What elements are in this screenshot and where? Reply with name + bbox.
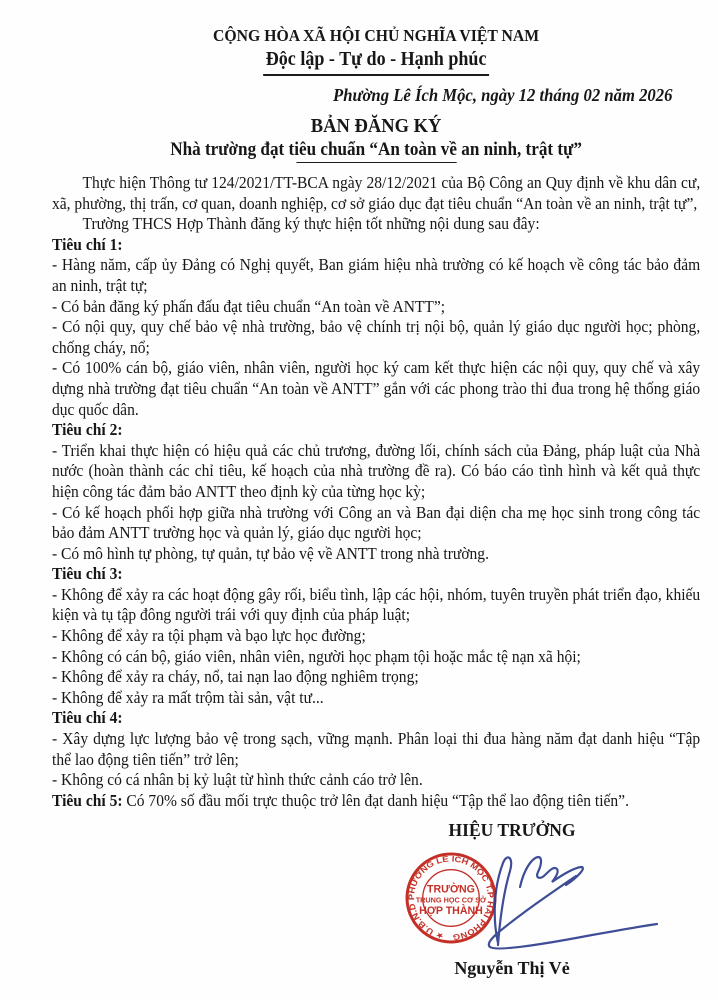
criterion-3-item-4: - Không để xảy ra cháy, nổ, tai nạn lao động nghiêm trọng; [52, 667, 419, 687]
signature-stroke-zigzag [520, 857, 583, 887]
criterion-3-item-5: - Không để xảy ra mất trộm tài sản, vật tư... [52, 687, 324, 707]
stamp-center-line3: HỢP THÀNH [419, 905, 483, 918]
stamp-center-line1: TRƯỜNG [427, 883, 475, 896]
criterion-2-item-2: - Có kế hoạch phối hợp giữa nhà trường với Công an và Ban đại diện cha mẹ học sinh trong công tác bảo đảm ANTT trường học và quản lý, giáo dục người học; [52, 502, 701, 543]
criterion-4-heading: Tiêu chí 4: [52, 708, 123, 728]
criterion-2-heading: Tiêu chí 2: [52, 420, 123, 440]
subtitle-underline [296, 162, 456, 163]
criterion-4-item-2: - Không có cá nhân bị kỷ luật từ hình thức cảnh cáo trở lên. [52, 770, 423, 790]
national-motto-line1: CỘNG HÒA XÃ HỘI CHỦ NGHĨA VIỆT NAM [213, 26, 540, 45]
intro-paragraph-2: Trường THCS Hợp Thành đăng ký thực hiện tốt những nội dung sau đây: [82, 214, 540, 234]
signature-scribble [440, 843, 670, 968]
criterion-2-item-1: - Triển khai thực hiện có hiệu quả các chủ trương, đường lối, chính sách của Đảng, pháp luật của Nhà nước (hoàn thành các chỉ tiêu, kế hoạch của nhà trường đề ra). Có báo cáo tình hình và kết quả thực hiện công tác đảm bảo ANTT theo định kỳ của từng học kỳ; [52, 440, 701, 501]
criterion-3-item-2: - Không để xảy ra tội phạm và bạo lực học đường; [52, 626, 366, 646]
document-content [52, 0, 700, 811]
criterion-1-heading: Tiêu chí 1: [52, 234, 123, 254]
criterion-1-item-2: - Có bản đăng ký phấn đấu đạt tiêu chuẩn “An toàn về ANTT”; [52, 296, 446, 316]
criterion-3-heading: Tiêu chí 3: [52, 564, 123, 584]
stamp-center-line2: TRUNG HỌC CƠ SỞ [415, 895, 487, 905]
criterion-3-item-3: - Không có cán bộ, giáo viên, nhân viên, người học phạm tội hoặc mắc tệ nạn xã hội; [52, 646, 581, 666]
intro-paragraph-1: Thực hiện Thông tư 124/2021/TT-BCA ngày 28/12/2021 của Bộ Công an Quy định về khu dân cư, xã, phường, thị trấn, cơ quan, doanh nghiệp, cơ sở giáo dục đạt tiêu chuẩn “An toàn về an ninh, trật tự”, [52, 173, 701, 213]
signer-name: Nguyễn Thị Vẻ [454, 958, 570, 978]
criterion-2-item-3: - Có mô hình tự phòng, tự quản, tự bảo vệ về ANTT trong nhà trường. [52, 543, 489, 563]
place-dateline: Phường Lê Ích Mộc, ngày 12 tháng 02 năm 2026 [333, 85, 673, 105]
signature-stroke-sweep [489, 876, 657, 948]
criterion-3-item-1: - Không để xảy ra các hoạt động gây rối, biểu tình, lập các hội, nhóm, tuyên truyền phát triển đạo, khiếu kiện và tụ tập đông người trái với quy định của pháp luật; [52, 584, 701, 625]
criterion-1-item-4: - Có 100% cán bộ, giáo viên, nhân viên, người học ký cam kết thực hiện các nội quy, quy chế và xây dựng nhà trường đạt tiêu chuẩn “An toàn về ANTT” gắn với các phong trào thi đua trong hệ thống giáo dục quốc dân. [52, 358, 701, 419]
criterion-1-item-3: - Có nội quy, quy chế bảo vệ nhà trường, bảo vệ chính trị nội bộ, quản lý giáo dục người học; phòng, chống cháy, nổ; [52, 317, 701, 357]
criterion-5-label: Tiêu chí 5: [52, 790, 123, 810]
document-title: BẢN ĐĂNG KÝ [310, 115, 442, 137]
document-subtitle: Nhà trường đạt tiêu chuẩn “An toàn về an ninh, trật tự” [170, 140, 582, 160]
signature-stroke-loop [495, 857, 511, 945]
signer-role-title: HIỆU TRƯỞNG [448, 820, 576, 840]
national-motto-line2-wrap [52, 48, 700, 76]
criterion-1-item-1: - Hàng năm, cấp ủy Đảng có Nghị quyết, Ban giám hiệu nhà trường có kế hoạch về công tác bảo đảm an ninh, trật tự; [52, 255, 701, 295]
national-motto-line2: Độc lập - Tự do - Hạnh phúc [263, 48, 489, 76]
document-body [52, 173, 700, 811]
criterion-5-text: Có 70% số đầu mối trực thuộc trở lên đạt danh hiệu “Tập thể lao động tiên tiến”. [122, 790, 629, 810]
criterion-5-line [52, 791, 700, 812]
criterion-4-item-1: - Xây dựng lực lượng bảo vệ trong sạch, vững mạnh. Phân loại thi đua hàng năm đạt danh hiệu “Tập thể lao động tiên tiến” trở lên; [52, 729, 701, 769]
stamp-ring-text: ★ U.B.N.D PHƯỜNG LÊ ÍCH MỘC T.P HẢI PHÒNG [407, 854, 495, 942]
